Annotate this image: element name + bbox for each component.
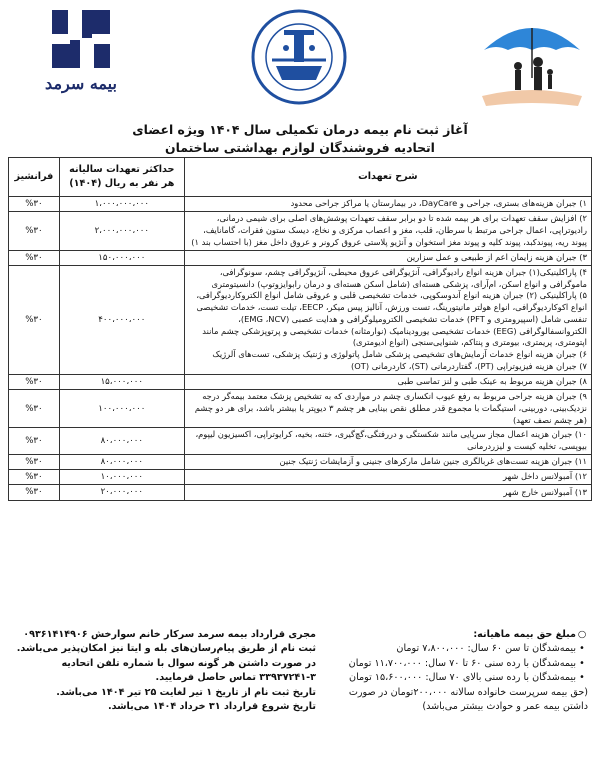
table-row [9, 374, 592, 389]
table-row [9, 250, 592, 265]
contact-section [16, 628, 316, 714]
premium-item [328, 657, 588, 671]
registration-date: تاریخ ثبت نام از تاریخ ۱ تیر لغایت ۲۵ تیر ۱۴۰۴ می‌باشد. [56, 686, 316, 698]
table-row [9, 389, 592, 427]
row-amount: ۱۰۰،۰۰۰،۰۰۰ [59, 389, 184, 427]
premium-heading [328, 628, 588, 642]
row-amount: ۱۵،۰۰۰،۰۰۰ [59, 374, 184, 389]
premium-note: (حق بیمه سرپرست خانواده سالانه ۲۰۰،۰۰۰تومان در صورت داشتن بیمه عمر و حوادث بیشتر می‌باشد) [348, 686, 588, 712]
row-amount: ۸۰،۰۰۰،۰۰۰ [59, 454, 184, 469]
umbrella-icon [478, 10, 586, 110]
row-franchise: %۳۰ [9, 454, 60, 469]
premium-item-text: بیمه‌شدگان با رده سنی بالای ۷۰ سال: ۱۵،۶۰۰،۰۰۰ تومان [349, 672, 576, 684]
row-amount: ۱،۰۰۰،۰۰۰،۰۰۰ [59, 197, 184, 212]
premium-item-text: بیمه‌شدگان با رده سنی ۶۰ تا ۷۰ سال: ۱۱،۷۰۰،۰۰۰ تومان [348, 657, 576, 669]
row-desc: ۱۱) جبران هزینه تست‌های غربالگری جنین شامل مارکرهای جنینی و آزمایشات ژنتیک جنین [184, 454, 591, 469]
row-desc: ۱۰) جبران هزینه اعمال مجاز سرپایی مانند شکستگی و دررفتگی،گچ‌گیری، ختنه، بخیه، کرایوتراپی، اکسیزیون لیپوم، بیوپسی، تخلیه کیست و لیزردرمانی [184, 428, 591, 455]
row-franchise: %۳۰ [9, 250, 60, 265]
row-desc-line: ۵) پاراکلینیکی (۲) جبران هزینه انواع آندوسکوپی، خدمات تشخیصی قلبی و عروقی شامل انواع الکتروکاردیوگرافی، انواع اکوکاردیوگرافی، انواع هولتر مانیتورینگ، تست ورزش، آنالیز پیس میکر، EECP، تیلت تست، خدمات تشخیصی تنفسی شامل (اسپیرومتری و PFT) خدمات تشخیصی الکترومیلوگرافی و هدایت عصبی (EMG ،NCV)، الکتروانسفالوگرافی (EEG) خدمات تشخیصی یورودینامیک (نوارمثانه) خدمات تشخیصی و پرتوپزشکی چشم مانند اپتومتری، پریمتری، بیومتری و پنتاکم، شنوایی‌سنجی (انواع ادیومتری) [196, 290, 587, 348]
row-desc: ۹) جبران هزینه جراحی مربوط به رفع عیوب انکساری چشم در مواردی که به تشخیص پزشک معتمد بیمه‌گر درجه نزدیک‌بینی، دوربینی، استیگمات با مجموع قدر مطلق نقص بینایی هر چشم ۳ دیوپتر یا بیشتر باشد، برای هر دو چشم (هر چشم نصف تعهد) [184, 389, 591, 427]
union-seal [242, 8, 356, 106]
family-umbrella-image [478, 10, 586, 110]
premium-heading-text: مبلغ حق بیمه ماهیانه: [473, 629, 576, 640]
contract-start-date: تاریخ شروع قرارداد ۳۱ خرداد ۱۴۰۴ می‌باشد. [107, 700, 316, 712]
bullet-icon: • [579, 672, 585, 684]
bullet-icon: • [579, 643, 585, 655]
row-amount: ۲،۰۰۰،۰۰۰،۰۰۰ [59, 212, 184, 250]
sarmad-brand-name: بیمه سرمد [45, 74, 117, 93]
table-row [9, 454, 592, 469]
table-row [9, 485, 592, 500]
row-franchise: %۳۰ [9, 485, 60, 500]
table-row [9, 212, 592, 250]
header-desc: شرح تعهدات [184, 158, 591, 197]
table-row [9, 428, 592, 455]
row-desc: ۲) افزایش سقف تعهدات برای هر بیمه شده تا دو برابر سقف تعهدات پوشش‌های اصلی برای شیمی درمانی، رادیوتراپی، اعمال جراحی مرتبط با سرطان، قلب، مغز و اعصاب مرکزی و نخاع، دیسک ستون فقرات، گامانایف، پیوند ریه، پیوندکبد، پیوند کلیه و پیوند مغز استخوان و آنژیو پلاستی عروق کرونر و عروق داخل مغز (با احتساب بند ۱) [184, 212, 591, 250]
table-row [9, 470, 592, 485]
row-desc-line: ۴) پاراکلینیکی(۱) جبران هزینه انواع رادیوگرافی، آنژیوگرافی عروق محیطی، آنژیوگرافی چشم، سونوگرافی، ماموگرافی و انواع اسکن، ام‌آر‌ای، پزشکی هسته‌ای (شامل اسکن هسته‌ای و درمان رابوایزوتوپ) دانسیتومتری [211, 266, 587, 289]
row-amount: ۲۰،۰۰۰،۰۰۰ [59, 485, 184, 500]
premium-section [328, 628, 588, 714]
table-header-row [9, 158, 592, 197]
contact-line: مجری قرارداد بیمه سرمد سرکار خانم سوارخش ۰۹۳۶۱۴۱۴۹۰۶ [23, 629, 316, 640]
table-row [9, 265, 592, 374]
header-amount: حداکثر تعهدات سالیانه هر نفر به ریال (۱۴۰۴) [59, 158, 184, 197]
page-title-line2: اتحادیه فروشندگان لوازم بهداشتی ساختمان [165, 140, 435, 155]
bullet-icon: ○ [577, 629, 587, 640]
row-franchise: %۳۰ [9, 265, 60, 374]
union-seal-icon [242, 8, 356, 106]
premium-item-text: بیمه‌شدگان تا سن ۶۰ سال: ۷،۸۰۰،۰۰۰ تومان [396, 643, 576, 655]
row-franchise: %۳۰ [9, 428, 60, 455]
page-title-line1: آغاز ثبت نام بیمه درمان تکمیلی سال ۱۴۰۴ ویژه اعضای [132, 122, 468, 137]
row-desc: ۱۳) آمبولانس خارج شهر [184, 485, 591, 500]
bullet-icon: • [579, 657, 585, 669]
row-franchise: %۳۰ [9, 470, 60, 485]
row-amount: ۴۰۰،۰۰۰،۰۰۰ [59, 265, 184, 374]
row-franchise: %۳۰ [9, 374, 60, 389]
row-amount: ۸۰،۰۰۰،۰۰۰ [59, 428, 184, 455]
sarmad-logo [22, 8, 140, 100]
row-franchise: %۳۰ [9, 197, 60, 212]
row-franchise: %۳۰ [9, 389, 60, 427]
premium-item [328, 671, 588, 685]
contact-line: ثبت نام از طریق پیام‌رسان‌های بله و ایتا نیز امکان‌پذیر می‌باشد. در صورت داشتن هر گونه سوال با شماره تلفن اتحادیه ۳-۳۳۹۳۷۲۴۱ تماس حاصل فرمایید. [16, 643, 316, 684]
table-row [9, 197, 592, 212]
row-desc: ۱۲) آمبولانس داخل شهر [184, 470, 591, 485]
premium-item [328, 642, 588, 656]
row-amount: ۱۵۰،۰۰۰،۰۰۰ [59, 250, 184, 265]
coverage-table [8, 157, 592, 501]
header-franchise: فرانشیز [9, 158, 60, 197]
row-desc: ۸) جبران هزینه مربوط به عینک طبی و لنز تماسی طبی [184, 374, 591, 389]
sarmad-logo-mark [22, 8, 140, 74]
row-desc: ۱) جبران هزینه‌های بستری، جراحی و DayCare، در بیمارستان یا مراکز جراحی محدود [184, 197, 591, 212]
row-desc-paraclinic [184, 265, 591, 374]
row-desc: ۳) جبران هزینه زایمان اعم از طبیعی و عمل سزارین [184, 250, 591, 265]
row-franchise: %۳۰ [9, 212, 60, 250]
row-amount: ۱۰،۰۰۰،۰۰۰ [59, 470, 184, 485]
row-desc-line: ۷) جبران هزینه فیزیوتراپی (PT)، گفتاردرمانی (ST)، کاردرمانی (OT) [351, 361, 587, 371]
row-desc-line: ۶) جبران هزینه انواع خدمات آزمایش‌های تشخیصی پزشکی شامل پاتولوژی و ژنتیک پزشکی، تست‌های آلرژیک [212, 349, 587, 360]
